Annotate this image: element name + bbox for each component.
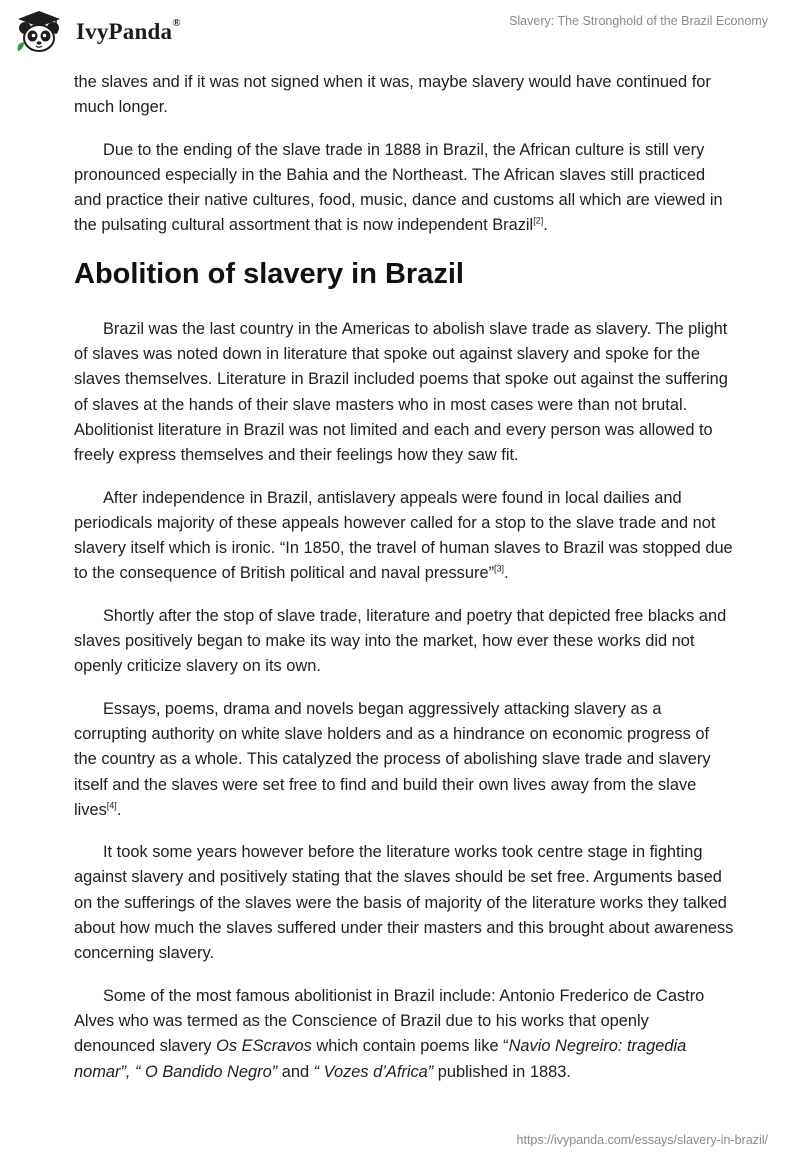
poem-title: “ Vozes d’Africa” xyxy=(313,1062,434,1081)
paragraph-punct: . xyxy=(116,800,122,819)
paragraph-text: Essays, poems, drama and novels began aggressively attacking slavery as a corrupting authority on white slave holders and as a hindrance on economic progress of the country as a whole. This catalyzed the process of abolishing slave trade and slavery itself and the slaves were set free to find and build their own lives away from the slave lives xyxy=(74,699,711,819)
registered-mark: ® xyxy=(172,17,181,30)
paragraph-text: published in 1883. xyxy=(433,1062,571,1081)
panda-logo-icon xyxy=(14,9,64,55)
paragraph-shortly-after: Shortly after the stop of slave trade, literature and poetry that depicted free blacks and slaves positively began to make its way into the market, how ever these works did not openly criticize slavery on its own. xyxy=(74,606,727,676)
brand-text: IvyPanda xyxy=(76,19,173,44)
paragraph-independence xyxy=(74,486,734,587)
paragraph-last-country: Brazil was the last country in the Americas to abolish slave trade as slavery. The plight of slaves was noted down in literature that spoke out against slavery and spoke for the slaves themselves. Literature in Brazil included poems that spoke out against the suffering of slaves at the hands of their slave masters who in most cases were than not brutal. Abolitionist literature in Brazil was not limited and each and every person was allowed to freely express themselves and their feelings how they saw fit. xyxy=(74,319,728,465)
work-title: Os EScravos xyxy=(216,1037,312,1056)
essay-body xyxy=(74,70,734,1102)
paragraph-african-culture xyxy=(74,138,734,239)
ivypanda-logo[interactable] xyxy=(14,9,181,55)
poem-titles: Navio Negreiro: tragedia nomar”, “ O Bandido Negro” xyxy=(74,1037,687,1081)
paragraph-punct: . xyxy=(543,216,548,235)
footnote-ref-4[interactable]: [4] xyxy=(106,800,117,811)
paragraph-centre-stage: It took some years however before the literature works took centre stage in fighting against slavery and positively stating that the slaves should be set free. Arguments based on the sufferings of the slaves were the basis of majority of the literature works they talked about how much the slaves suffered under their masters and this brought about awareness concerning slavery. xyxy=(74,843,734,963)
paragraph-text: Some of the most famous abolitionist in Brazil include: Antonio Frederico de Castro Alves who was termed as the Conscience of Brazil due to his works that openly denounced slavery xyxy=(74,986,705,1056)
brand-name xyxy=(76,19,181,45)
document-title: Slavery: The Stronghold of the Brazil Economy xyxy=(509,14,768,28)
paragraph-continuation: the slaves and if it was not signed when it was, maybe slavery would have continued for much longer. xyxy=(74,73,711,117)
source-url[interactable]: https://ivypanda.com/essays/slavery-in-brazil/ xyxy=(516,1133,768,1147)
paragraph-text: Due to the ending of the slave trade in 1888 in Brazil, the African culture is still very pronounced especially in the Bahia and the Northeast. The African slaves still practiced and practice their native cultures, food, music, dance and customs all which are viewed in the pulsating cultural assortment that is now independent Brazil xyxy=(74,140,723,235)
paragraph-essays-poems xyxy=(74,697,734,823)
footnote-ref-3[interactable]: [3] xyxy=(494,563,505,574)
section-heading: Abolition of slavery in Brazil xyxy=(74,257,464,290)
paragraph-text: and xyxy=(277,1062,314,1081)
paragraph-text: After independence in Brazil, antislavery appeals were found in local dailies and periodicals majority of these appeals however called for a stop to the slave trade and not slavery itself which is ironic. “In 1850, the travel of human slaves to Brazil was stopped due to the consequence of British political and naval pressure” xyxy=(74,488,733,583)
footnote-ref-2[interactable]: [2] xyxy=(533,216,544,227)
paragraph-punct: . xyxy=(504,564,509,583)
paragraph-text: which contain poems like “ xyxy=(311,1037,509,1056)
page-header xyxy=(0,0,800,64)
paragraph-famous-abolitionists xyxy=(74,984,734,1085)
